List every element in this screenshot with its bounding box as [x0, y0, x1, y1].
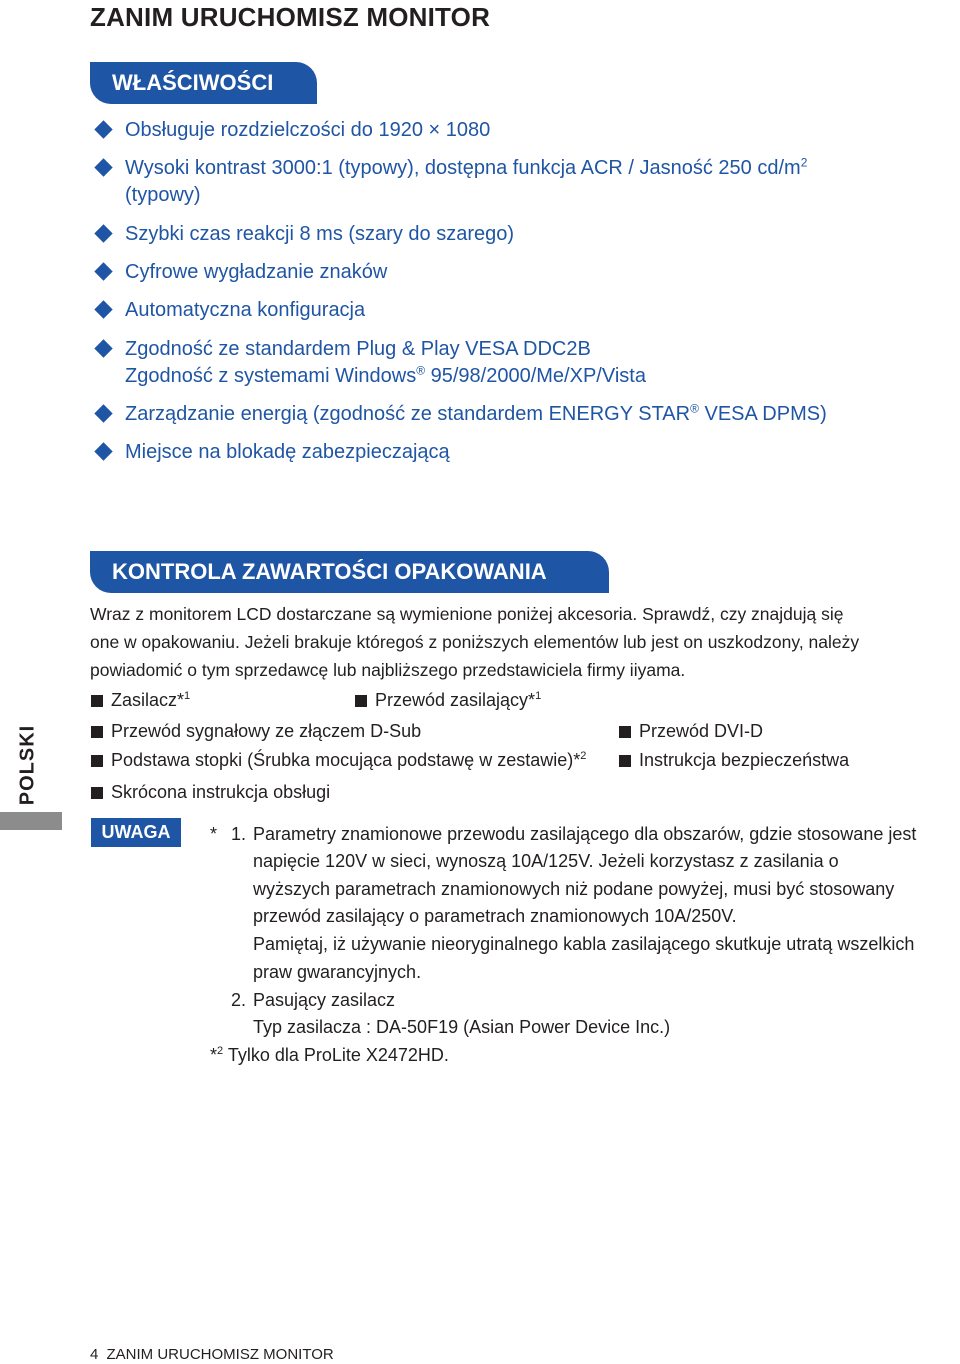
- feature-text: Miejsce na blokadę zabezpieczającą: [125, 441, 450, 463]
- note-line: Pamiętaj, iż używanie nieoryginalnego kabla zasilającego skutkuje utratą wszelkich: [253, 934, 915, 954]
- note-badge: UWAGA: [91, 818, 181, 847]
- note-number: 1.: [231, 824, 247, 844]
- note-number: 2.: [231, 990, 247, 1010]
- note-line: Pasujący zasilacz: [253, 990, 396, 1010]
- package-intro: [90, 600, 958, 684]
- bullet-square-icon: [91, 787, 103, 799]
- bullet-square-icon: [619, 726, 631, 738]
- note-footnote: *$^2$ Tylko dla ProLite X2472HD.: [210, 1045, 449, 1065]
- bullet-square-icon: [355, 695, 367, 707]
- note-line: przewód zasilający o parametrach znamionowych 10A/250V.: [253, 906, 737, 926]
- bullet-square-icon: [91, 755, 103, 767]
- feature-text-continued: (typowy): [125, 184, 201, 206]
- intro-line: powiadomić o tym sprzedawcę lub najbliższego przedstawiciela firmy iiyama.: [90, 660, 686, 680]
- bullet-square-icon: [91, 726, 103, 738]
- intro-line: one w opakowaniu. Jeżeli brakuje któregoś z poniższych elementów lub jest on uszkodzony, należy: [90, 632, 860, 652]
- feature-text: Zgodność ze standardem Plug & Play VESA DDC2B: [125, 338, 591, 360]
- bullet-diamond-icon: [94, 120, 112, 138]
- note-line: praw gwarancyjnych.: [253, 962, 422, 982]
- bullet-square-icon: [91, 695, 103, 707]
- bullet-diamond-icon: [94, 404, 112, 422]
- bullet-diamond-icon: [94, 158, 112, 176]
- language-tab-bar: [0, 812, 62, 830]
- note-line: napięcie 120V w sieci, wynoszą 10A/125V. Jeżeli korzystasz z zasilania o: [253, 851, 839, 871]
- note-line: Typ zasilacza : DA-50F19 (Asian Power Device Inc.): [253, 1017, 671, 1037]
- note-star: *: [210, 824, 218, 844]
- feature-text: Szybki czas reakcji 8 ms (szary do szarego): [125, 223, 515, 245]
- page-title: ZANIM URUCHOMISZ MONITOR: [90, 2, 491, 32]
- page-number: 4: [90, 1346, 99, 1363]
- feature-text: Obsługuje rozdzielczości do 1920 × 1080: [125, 119, 491, 141]
- feature-text: Automatyczna konfiguracja: [125, 299, 366, 321]
- feature-text-continued: Zgodność z systemami Windows® 95/98/2000/Me/XP/Vista: [125, 363, 646, 387]
- bullet-diamond-icon: [94, 262, 112, 280]
- note-line: Parametry znamionowe przewodu zasilającego dla obszarów, gdzie stosowane jest: [253, 824, 917, 844]
- intro-line: Wraz z monitorem LCD dostarczane są wymienione poniżej akcesoria. Sprawdź, czy znajdują się: [90, 604, 844, 624]
- note-line: wyższych parametrach znamionowych niż podane powyżej, musi być stosowany: [253, 879, 895, 899]
- feature-text: Zarządzanie energią (zgodność ze standardem ENERGY STAR® VESA DPMS): [125, 401, 827, 425]
- page-footer: [90, 1346, 334, 1363]
- bullet-diamond-icon: [94, 442, 112, 460]
- feature-text: Wysoki kontrast 3000:1 (typowy), dostępna funkcja ACR / Jasność 250 $cd/m^2$: [125, 155, 808, 179]
- language-tab-label: POLSKI: [16, 724, 39, 806]
- bullet-diamond-icon: [94, 300, 112, 318]
- features-heading: WŁAŚCIWOŚCI: [90, 62, 317, 104]
- footer-title: ZANIM URUCHOMISZ MONITOR: [106, 1346, 334, 1363]
- bullet-square-icon: [619, 755, 631, 767]
- bullet-diamond-icon: [94, 339, 112, 357]
- bullet-diamond-icon: [94, 224, 112, 242]
- feature-text: Cyfrowe wygładzanie znaków: [125, 261, 388, 283]
- package-heading: KONTROLA ZAWARTOŚCI OPAKOWANIA: [90, 551, 609, 593]
